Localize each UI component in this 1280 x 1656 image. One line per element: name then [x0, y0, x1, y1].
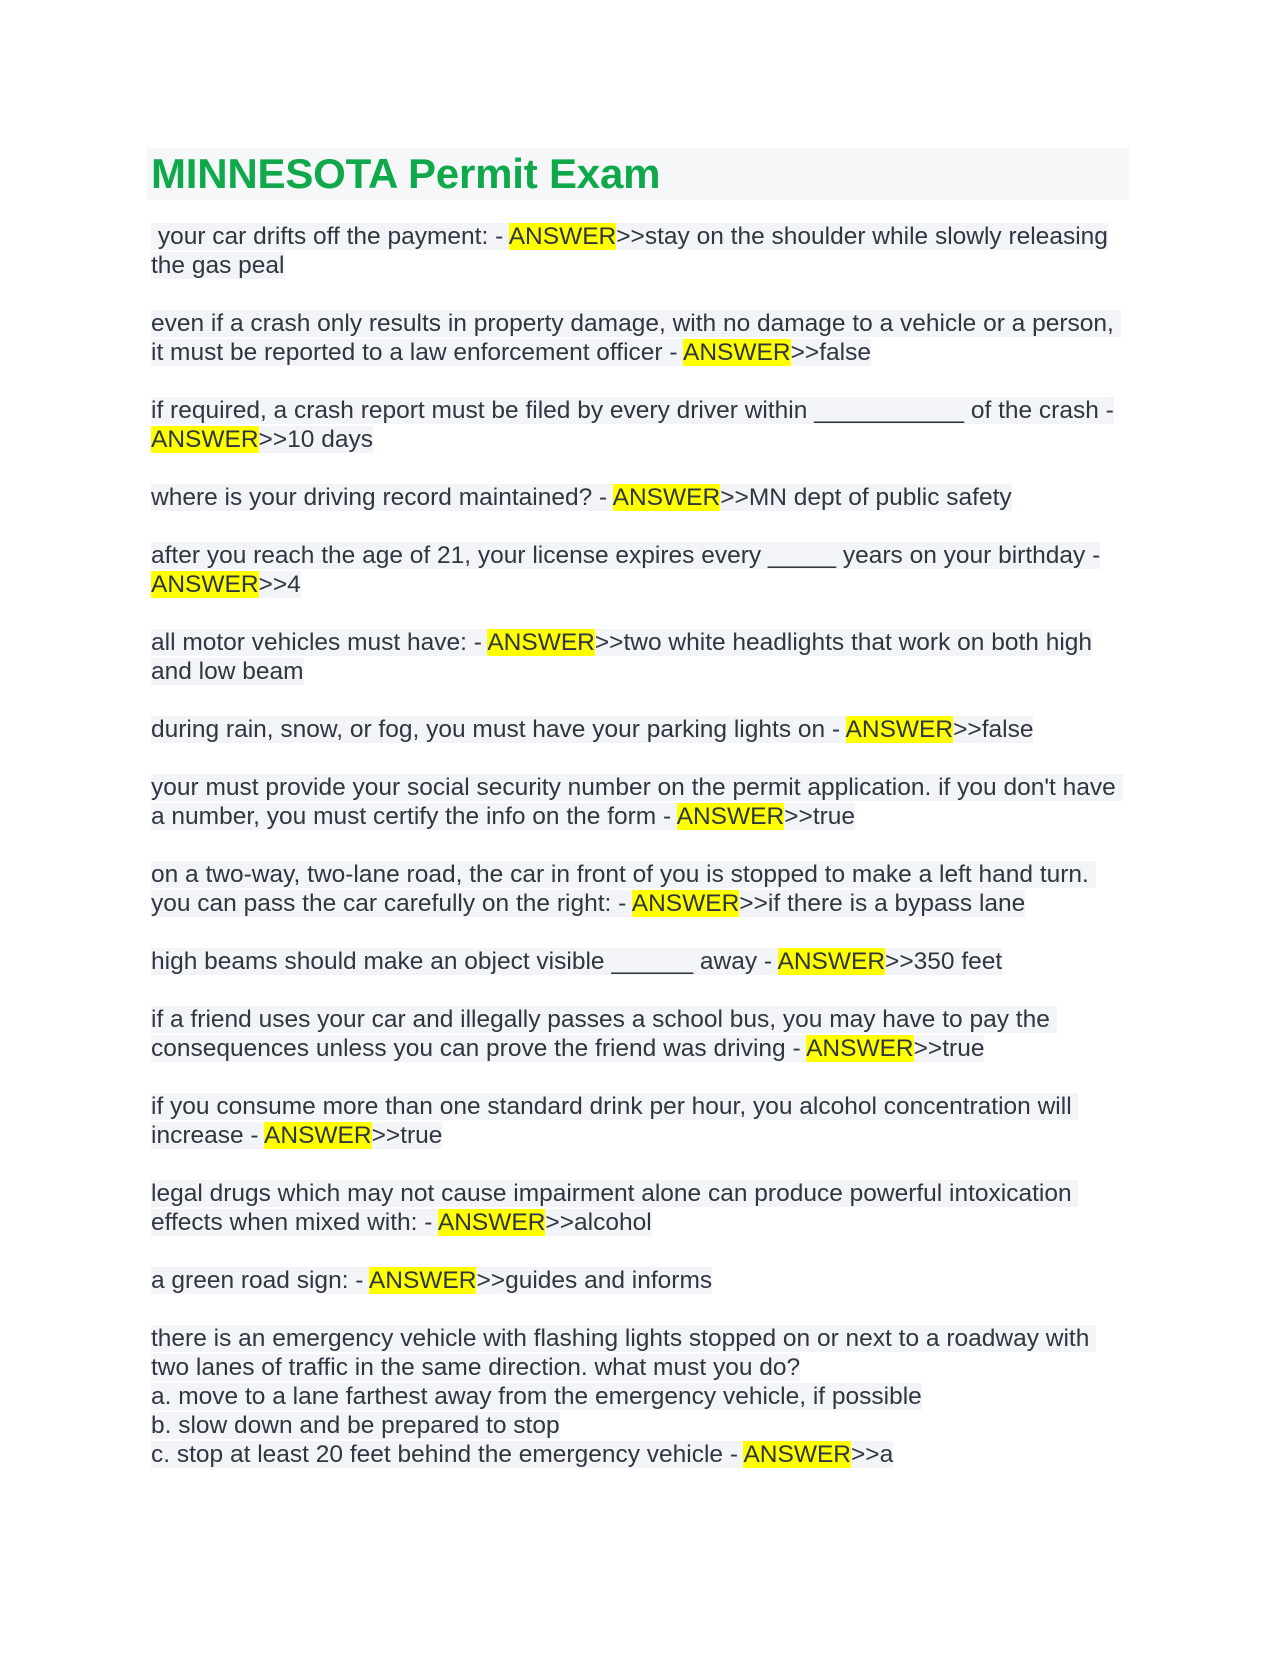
separator: - — [1085, 542, 1101, 569]
answer-text: a — [879, 1441, 894, 1468]
answer-arrow: >> — [790, 339, 820, 366]
answer-arrow: >> — [545, 1209, 575, 1236]
answer-text: MN dept of public safety — [748, 484, 1012, 511]
qa-item — [151, 715, 1131, 744]
answer-text: if there is a bypass lane — [767, 890, 1026, 917]
answer-label: ANSWER — [676, 803, 785, 830]
question-text: during rain, snow, or fog, you must have your parking lights on — [151, 716, 826, 743]
separator: - — [611, 890, 632, 917]
question-text: high beams should make an object visible ______ away — [151, 948, 758, 975]
question-text: even if a crash only results in property damage, with no damage to a vehicle or a person, it must be reported to a law enforcement officer — [151, 310, 1121, 366]
separator: - — [723, 1441, 744, 1468]
question-text: there is an emergency vehicle with flashing lights stopped on or next to a roadway with two lanes of traffic in the same direction. what must you do? a. move to a lane farthest away from the emergency vehicle, if possible b. slow down and be prepared to stop c. stop at least 20 feet behind the emergency vehicle — [151, 1325, 1096, 1468]
qa-item — [151, 541, 1131, 599]
answer-text: 10 days — [287, 426, 373, 453]
answer-text: 4 — [287, 571, 301, 598]
answer-text: two white headlights that work on both high and low beam — [151, 629, 1093, 685]
separator: - — [656, 803, 677, 830]
qa-item — [151, 628, 1131, 686]
answer-arrow: >> — [784, 803, 813, 830]
separator: - — [592, 484, 613, 511]
answer-arrow: >> — [739, 890, 768, 917]
answer-label: ANSWER — [151, 426, 259, 453]
answer-label: ANSWER — [612, 484, 721, 511]
separator: - — [785, 1035, 807, 1062]
question-text: where is your driving record maintained? — [151, 484, 593, 511]
qa-item — [151, 222, 1131, 280]
separator: - — [466, 629, 488, 656]
qa-item — [151, 1179, 1131, 1237]
answer-text: 350 feet — [913, 948, 1003, 975]
answer-text: true — [942, 1035, 985, 1062]
qa-item — [151, 860, 1131, 918]
answer-arrow: >> — [258, 426, 288, 453]
qa-item — [151, 1266, 1131, 1295]
qa-item — [151, 1092, 1131, 1150]
answer-arrow: >> — [371, 1122, 401, 1149]
answer-arrow: >> — [720, 484, 749, 511]
answer-label: ANSWER — [508, 223, 617, 250]
answer-label: ANSWER — [487, 629, 595, 656]
separator: - — [243, 1122, 265, 1149]
separator: - — [417, 1209, 438, 1236]
separator: - — [1098, 397, 1114, 424]
separator: - — [488, 223, 509, 250]
separator: - — [757, 948, 778, 975]
answer-arrow: >> — [885, 948, 914, 975]
separator: - — [825, 716, 846, 743]
qa-item — [151, 483, 1131, 512]
answer-arrow: >> — [953, 716, 982, 743]
qa-item — [151, 1005, 1131, 1063]
page-title: MINNESOTA Permit Exam — [151, 150, 661, 197]
answer-arrow: >> — [476, 1267, 506, 1294]
qa-item — [151, 309, 1131, 367]
answer-label: ANSWER — [743, 1441, 851, 1468]
answer-text: stay on the shoulder while slowly releasing the gas peal — [151, 223, 1108, 279]
question-text: if a friend uses your car and illegally passes a school bus, you may have to pay the consequences unless you can prove the friend was driving — [151, 1006, 1057, 1062]
separator: - — [662, 339, 684, 366]
answer-text: false — [819, 339, 871, 366]
qa-list — [151, 222, 1131, 1498]
qa-item — [151, 947, 1131, 976]
question-text: legal drugs which may not cause impairment alone can produce powerful intoxication effects when mixed with: — [151, 1180, 1079, 1236]
answer-label: ANSWER — [631, 890, 740, 917]
answer-arrow: >> — [851, 1441, 880, 1468]
question-text: on a two-way, two-lane road, the car in front of you is stopped to make a left hand turn. you can pass the car carefully on the right: — [151, 861, 1096, 917]
question-text: if required, a crash report must be filed by every driver within ___________ of the crash — [151, 397, 1099, 424]
answer-text: alcohol — [574, 1209, 652, 1236]
answer-arrow: >> — [913, 1035, 943, 1062]
question-text: all motor vehicles must have: — [151, 629, 467, 656]
answer-arrow: >> — [258, 571, 288, 598]
question-text: if you consume more than one standard drink per hour, you alcohol concentration will increase — [151, 1093, 1079, 1149]
answer-label: ANSWER — [368, 1267, 477, 1294]
answer-label: ANSWER — [151, 571, 259, 598]
answer-label: ANSWER — [437, 1209, 546, 1236]
qa-item — [151, 773, 1131, 831]
answer-label: ANSWER — [777, 948, 886, 975]
answer-text: true — [812, 803, 856, 830]
answer-arrow: >> — [594, 629, 624, 656]
question-text: after you reach the age of 21, your license expires every _____ years on your birthday — [151, 542, 1086, 569]
qa-item — [151, 396, 1131, 454]
answer-label: ANSWER — [264, 1122, 372, 1149]
answer-arrow: >> — [616, 223, 645, 250]
question-text: a green road sign: — [151, 1267, 349, 1294]
qa-item — [151, 1324, 1131, 1469]
separator: - — [348, 1267, 369, 1294]
answer-text: guides and informs — [505, 1267, 713, 1294]
answer-label: ANSWER — [683, 339, 791, 366]
answer-text: true — [400, 1122, 443, 1149]
answer-label: ANSWER — [845, 716, 954, 743]
question-text: your must provide your social security number on the permit application. if you don't have a number, you must certify the info on the form — [151, 774, 1123, 830]
question-text: your car drifts off the payment: — [151, 223, 489, 250]
answer-text: false — [981, 716, 1034, 743]
answer-label: ANSWER — [806, 1035, 914, 1062]
